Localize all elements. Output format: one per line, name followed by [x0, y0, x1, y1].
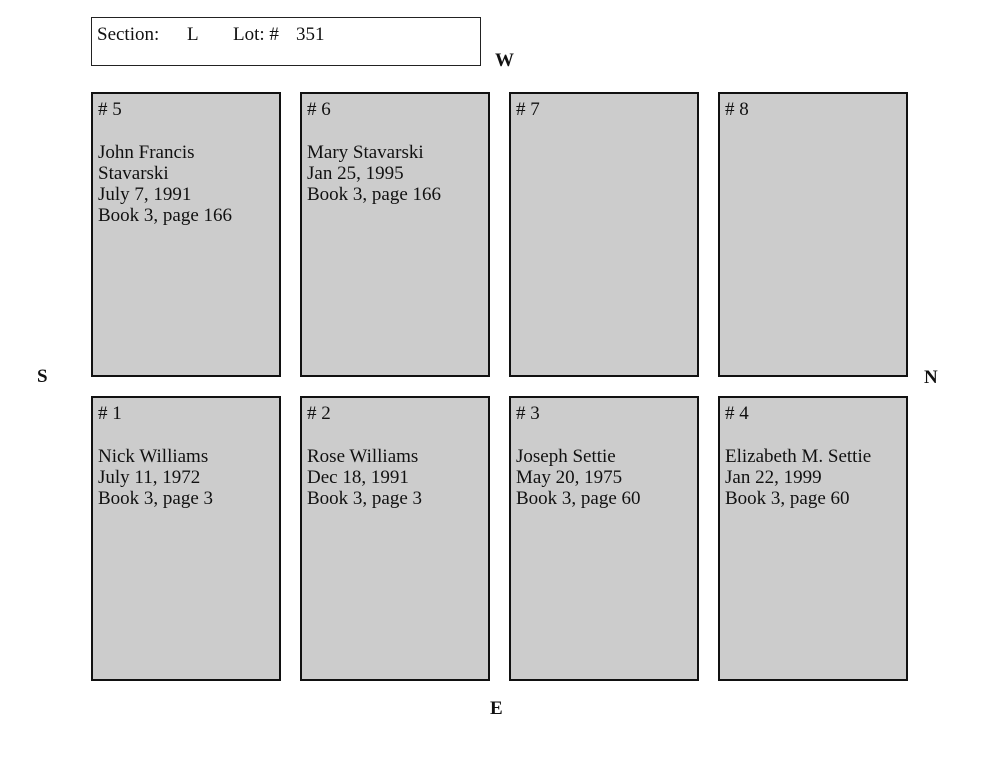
plot-2 — [300, 396, 490, 681]
plot-3 — [509, 396, 699, 681]
plot-7 — [509, 92, 699, 377]
plot-line: John Francis — [98, 142, 195, 163]
plot-number: # 5 — [98, 99, 122, 120]
plot-5 — [91, 92, 281, 377]
plot-details — [307, 446, 488, 509]
plot-number: # 6 — [307, 99, 331, 120]
plot-line: Jan 22, 1999 — [725, 467, 822, 488]
plot-line: Book 3, page 60 — [725, 488, 850, 509]
plot-line: Stavarski — [98, 163, 169, 184]
plot-line: July 7, 1991 — [98, 184, 192, 205]
plot-line: Book 3, page 166 — [98, 205, 233, 226]
plot-number: # 3 — [516, 403, 540, 424]
compass-east: E — [490, 698, 503, 719]
plot-line: May 20, 1975 — [516, 467, 623, 488]
plot-details — [516, 446, 697, 509]
lot-label: Lot: # — [233, 24, 279, 45]
plot-line: Book 3, page 3 — [307, 488, 423, 509]
plot-details — [98, 446, 279, 509]
plot-4 — [718, 396, 908, 681]
plot-number: # 1 — [98, 403, 122, 424]
compass-north: N — [924, 367, 938, 388]
plot-8 — [718, 92, 908, 377]
plot-line: Nick Williams — [98, 446, 209, 467]
plot-line: Rose Williams — [307, 446, 419, 467]
plot-line: July 11, 1972 — [98, 467, 201, 488]
section-label: Section: — [97, 24, 160, 45]
plot-line: Joseph Settie — [516, 446, 616, 467]
plot-1 — [91, 396, 281, 681]
plot-line: Jan 25, 1995 — [307, 163, 404, 184]
plot-number: # 4 — [725, 403, 749, 424]
plot-line: Book 3, page 3 — [98, 488, 214, 509]
plot-details — [307, 142, 488, 205]
plot-details — [98, 142, 279, 226]
plot-line: Dec 18, 1991 — [307, 467, 409, 488]
compass-south: S — [37, 366, 48, 387]
lot-header — [91, 17, 481, 66]
plot-number: # 7 — [516, 99, 540, 120]
plot-line: Mary Stavarski — [307, 142, 424, 163]
plot-number: # 2 — [307, 403, 331, 424]
plot-line: Book 3, page 60 — [516, 488, 641, 509]
plot-number: # 8 — [725, 99, 749, 120]
lot-value: 351 — [296, 24, 325, 45]
section-value: L — [187, 24, 199, 45]
plot-6 — [300, 92, 490, 377]
plot-line: Elizabeth M. Settie — [725, 446, 872, 467]
plot-details — [725, 446, 906, 509]
plot-line: Book 3, page 166 — [307, 184, 442, 205]
compass-west: W — [495, 50, 514, 71]
